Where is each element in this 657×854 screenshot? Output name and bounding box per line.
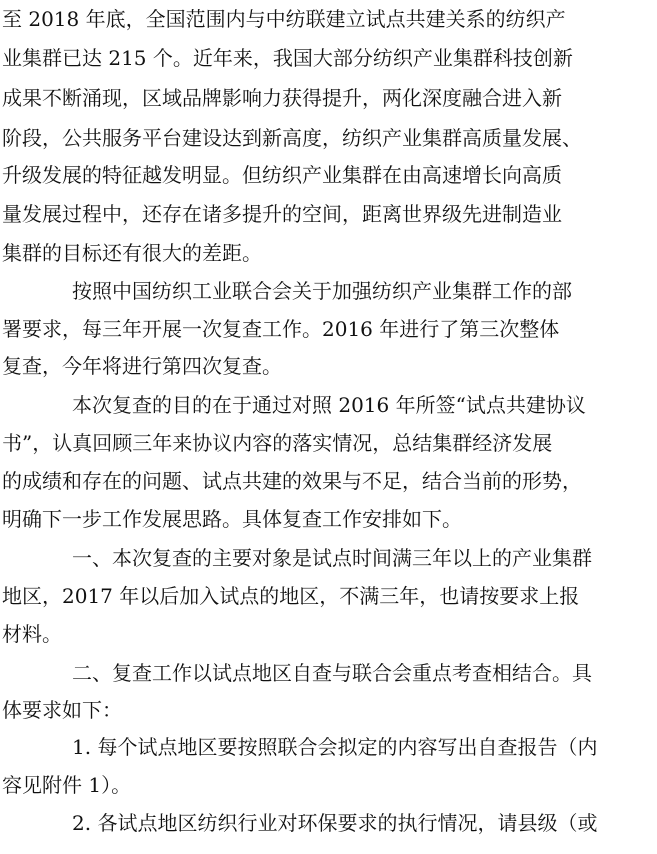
text-line: 材料。 bbox=[2, 622, 62, 646]
text-line: 地区，2017 年以后加入试点的地区，不满三年，也请按要求上报 bbox=[2, 584, 580, 608]
text-line: 的成绩和存在的问题、试点共建的效果与不足，结合当前的形势， bbox=[2, 469, 582, 493]
text-line: 阶段，公共服务平台建设达到新高度，纺织产业集群高质量发展、 bbox=[2, 126, 582, 150]
text-line: 集群的目标还有很大的差距。 bbox=[2, 241, 262, 265]
text-line: 署要求，每三年开展一次复查工作。2016 年进行了第三次整体 bbox=[2, 317, 560, 341]
text-line: 成果不断涌现，区域品牌影响力获得提升，两化深度融合进入新 bbox=[2, 86, 562, 110]
text-line: 按照中国纺织工业联合会关于加强纺织产业集群工作的部 bbox=[72, 279, 572, 303]
text-line: 一、本次复查的主要对象是试点时间满三年以上的产业集群 bbox=[72, 546, 592, 570]
text-line: 业集群已达 215 个。近年来，我国大部分纺织产业集群科技创新 bbox=[2, 46, 573, 70]
text-line: 复查，今年将进行第四次复查。 bbox=[2, 354, 282, 378]
text-line: 体要求如下： bbox=[2, 698, 122, 722]
text-line: 1. 每个试点地区要按照联合会拟定的内容写出自查报告（内 bbox=[72, 735, 598, 759]
text-line: 量发展过程中，还存在诸多提升的空间，距离世界级先进制造业 bbox=[2, 202, 562, 226]
text-line: 容见附件 1）。 bbox=[2, 773, 132, 797]
text-line: 升级发展的特征越发明显。但纺织产业集群在由高速增长向高质 bbox=[2, 163, 562, 187]
text-line: 本次复查的目的在于通过对照 2016 年所签“试点共建协议 bbox=[72, 393, 586, 417]
text-line: 书”，认真回顾三年来协议内容的落实情况，总结集群经济发展 bbox=[2, 431, 553, 455]
text-line: 2. 各试点地区纺织行业对环保要求的执行情况，请县级（或 bbox=[72, 811, 598, 835]
text-line: 至 2018 年底，全国范围内与中纺联建立试点共建关系的纺织产 bbox=[2, 7, 566, 31]
text-line: 二、复查工作以试点地区自查与联合会重点考查相结合。具 bbox=[72, 661, 592, 685]
text-line: 明确下一步工作发展思路。具体复查工作安排如下。 bbox=[2, 507, 462, 531]
